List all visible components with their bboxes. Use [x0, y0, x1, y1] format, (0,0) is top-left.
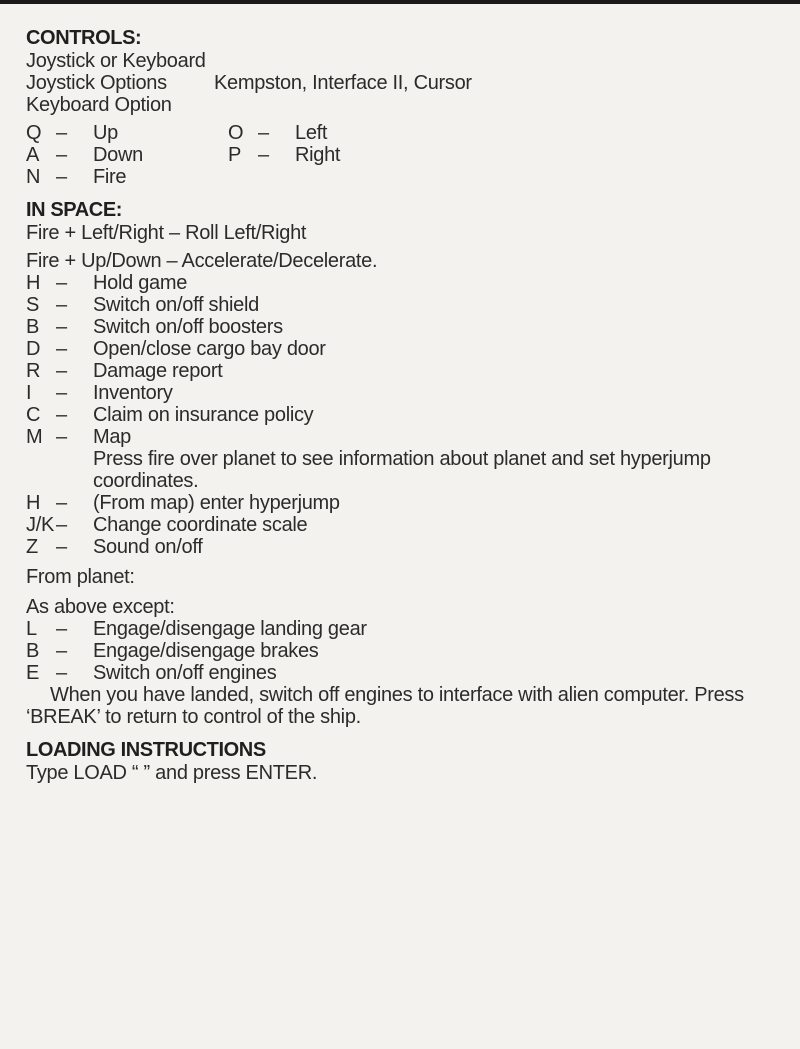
- key-row: [26, 536, 766, 558]
- key-action: Left: [295, 122, 328, 144]
- key-dash: –: [56, 294, 67, 316]
- key-label: P: [228, 144, 242, 166]
- key-action: Change coordinate scale: [93, 514, 308, 536]
- key-dash: –: [56, 122, 67, 144]
- joystick-options-row: [26, 72, 766, 94]
- key-label: O: [228, 122, 244, 144]
- key-dash: –: [56, 316, 67, 338]
- loading-heading: LOADING INSTRUCTIONS: [26, 739, 266, 761]
- key-dash: –: [56, 382, 67, 404]
- key-dash: –: [56, 514, 67, 536]
- joystick-options-label: Joystick Options: [26, 72, 167, 94]
- key-label: C: [26, 404, 41, 426]
- key-action: Engage/disengage landing gear: [93, 618, 367, 640]
- key-row: [26, 122, 766, 144]
- key-label: B: [26, 640, 40, 662]
- key-row: [26, 662, 766, 684]
- key-label: E: [26, 662, 40, 684]
- key-label: M: [26, 426, 43, 448]
- key-action: Fire: [93, 166, 127, 188]
- key-row: [26, 272, 766, 294]
- key-label: A: [26, 144, 40, 166]
- landed-paragraph: When you have landed, switch off engines to interface with alien computer. Press ‘BREAK’ to return to control of the ship.: [26, 684, 744, 728]
- key-dash: –: [56, 360, 67, 382]
- key-dash: –: [56, 404, 67, 426]
- map-note: Press fire over planet to see information about planet and set hyperjump coordinates.: [93, 448, 711, 492]
- key-row: [26, 144, 766, 166]
- key-dash: –: [56, 272, 67, 294]
- key-row: [26, 166, 766, 188]
- key-dash: –: [56, 662, 67, 684]
- key-action: Switch on/off boosters: [93, 316, 283, 338]
- in-space-heading: IN SPACE:: [26, 199, 123, 221]
- key-row: [26, 404, 766, 426]
- accelerate-combo: Fire + Up/Down – Accelerate/Decelerate.: [26, 250, 378, 272]
- key-label: N: [26, 166, 41, 188]
- from-planet-label: From planet:: [26, 566, 135, 588]
- key-row: [26, 426, 766, 448]
- as-above-label: As above except:: [26, 596, 175, 618]
- controls-input-line: Joystick or Keyboard: [26, 50, 206, 72]
- key-label: H: [26, 492, 41, 514]
- key-dash: –: [56, 492, 67, 514]
- key-action: (From map) enter hyperjump: [93, 492, 340, 514]
- key-label: J/K: [26, 514, 54, 536]
- key-dash: –: [258, 144, 269, 166]
- joystick-options-value: Kempston, Interface II, Cursor: [214, 72, 472, 94]
- key-dash: –: [56, 426, 67, 448]
- key-action: Inventory: [93, 382, 173, 404]
- key-dash: –: [56, 536, 67, 558]
- key-action: Damage report: [93, 360, 223, 382]
- key-action: Sound on/off: [93, 536, 203, 558]
- key-row: [26, 492, 766, 514]
- key-label: B: [26, 316, 40, 338]
- key-action: Up: [93, 122, 118, 144]
- keyboard-option-label: Keyboard Option: [26, 94, 172, 116]
- key-action: Map: [93, 426, 132, 448]
- key-row: [26, 294, 766, 316]
- key-dash: –: [56, 166, 67, 188]
- key-label: L: [26, 618, 37, 640]
- key-label: I: [26, 382, 32, 404]
- key-action: Down: [93, 144, 143, 166]
- key-row: [26, 316, 766, 338]
- key-action: Switch on/off shield: [93, 294, 259, 316]
- key-row: [26, 382, 766, 404]
- key-row: [26, 360, 766, 382]
- key-action: Right: [295, 144, 341, 166]
- key-action: Hold game: [93, 272, 188, 294]
- key-label: R: [26, 360, 41, 382]
- key-dash: –: [56, 640, 67, 662]
- key-row: [26, 514, 766, 536]
- key-label: Z: [26, 536, 38, 558]
- key-dash: –: [56, 144, 67, 166]
- key-action: Claim on insurance policy: [93, 404, 314, 426]
- key-action: Open/close cargo bay door: [93, 338, 326, 360]
- key-row: [26, 338, 766, 360]
- roll-combo: Fire + Left/Right – Roll Left/Right: [26, 222, 307, 244]
- page-top-edge: [0, 0, 800, 4]
- key-dash: –: [56, 338, 67, 360]
- loading-text: Type LOAD “ ” and press ENTER.: [26, 762, 318, 784]
- instruction-sheet: [26, 26, 766, 784]
- key-row: [26, 618, 766, 640]
- key-action: Switch on/off engines: [93, 662, 277, 684]
- key-dash: –: [56, 618, 67, 640]
- key-dash: –: [258, 122, 269, 144]
- key-label: S: [26, 294, 40, 316]
- key-label: H: [26, 272, 41, 294]
- controls-heading: CONTROLS:: [26, 27, 142, 49]
- key-action: Engage/disengage brakes: [93, 640, 319, 662]
- key-row: [26, 640, 766, 662]
- key-label: Q: [26, 122, 42, 144]
- key-label: D: [26, 338, 41, 360]
